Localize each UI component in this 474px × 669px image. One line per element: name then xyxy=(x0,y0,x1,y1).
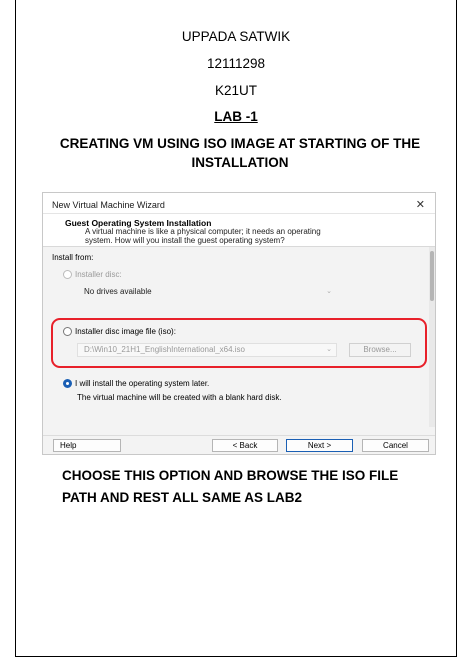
installer-disc-label: Installer disc: xyxy=(75,270,122,279)
iso-radio[interactable] xyxy=(63,327,72,336)
section-description-line-2: system. How will you install the guest operating system? xyxy=(85,235,285,245)
close-icon[interactable]: ✕ xyxy=(415,199,425,211)
installer-disc-radio[interactable] xyxy=(63,270,72,279)
iso-path-select[interactable] xyxy=(77,343,337,357)
browse-button[interactable]: Browse... xyxy=(349,343,411,357)
chevron-down-icon: ⌄ xyxy=(326,346,332,353)
section-code: K21UT xyxy=(214,83,258,98)
button-separator xyxy=(43,435,435,436)
section-description xyxy=(85,228,405,245)
scrollbar[interactable] xyxy=(429,247,435,427)
wizard-title: New Virtual Machine Wizard xyxy=(52,200,165,210)
scrollbar-thumb[interactable] xyxy=(430,251,434,301)
instruction-line-1: CHOOSE THIS OPTION AND BROWSE THE ISO FILE xyxy=(62,468,399,483)
help-button[interactable]: Help xyxy=(53,439,121,452)
install-later-radio[interactable] xyxy=(63,379,72,388)
next-button[interactable]: Next > xyxy=(286,439,353,452)
lab-title: LAB -1 xyxy=(214,109,258,124)
student-name: UPPADA SATWIK xyxy=(181,29,291,44)
wizard-titlebar xyxy=(43,193,435,214)
install-from-label: Install from: xyxy=(52,253,94,262)
cancel-button[interactable]: Cancel xyxy=(362,439,429,452)
installer-disc-value: No drives available xyxy=(84,287,152,296)
section-title: Guest Operating System Installation xyxy=(65,218,212,228)
install-later-label: I will install the operating system later. xyxy=(75,379,210,388)
installer-disc-select[interactable] xyxy=(77,285,337,299)
back-button[interactable]: < Back xyxy=(212,439,278,452)
instruction-line-2: PATH AND REST ALL SAME AS LAB2 xyxy=(62,490,303,505)
iso-path-value: D:\Win10_21H1_EnglishInternational_x64.iso xyxy=(84,345,245,354)
wizard-screenshot xyxy=(42,192,436,455)
registration-number: 12111298 xyxy=(206,56,266,71)
heading-line-1: CREATING VM USING ISO IMAGE AT STARTING OF THE xyxy=(59,136,421,151)
iso-label: Installer disc image file (iso): xyxy=(75,327,176,336)
heading-line-2: INSTALLATION xyxy=(191,155,289,170)
wizard-header xyxy=(43,214,435,247)
install-later-description: The virtual machine will be created with a blank hard disk. xyxy=(77,393,282,402)
section-description-line-1: A virtual machine is like a physical computer; it needs an operating xyxy=(85,227,321,236)
chevron-down-icon: ⌄ xyxy=(326,288,332,295)
